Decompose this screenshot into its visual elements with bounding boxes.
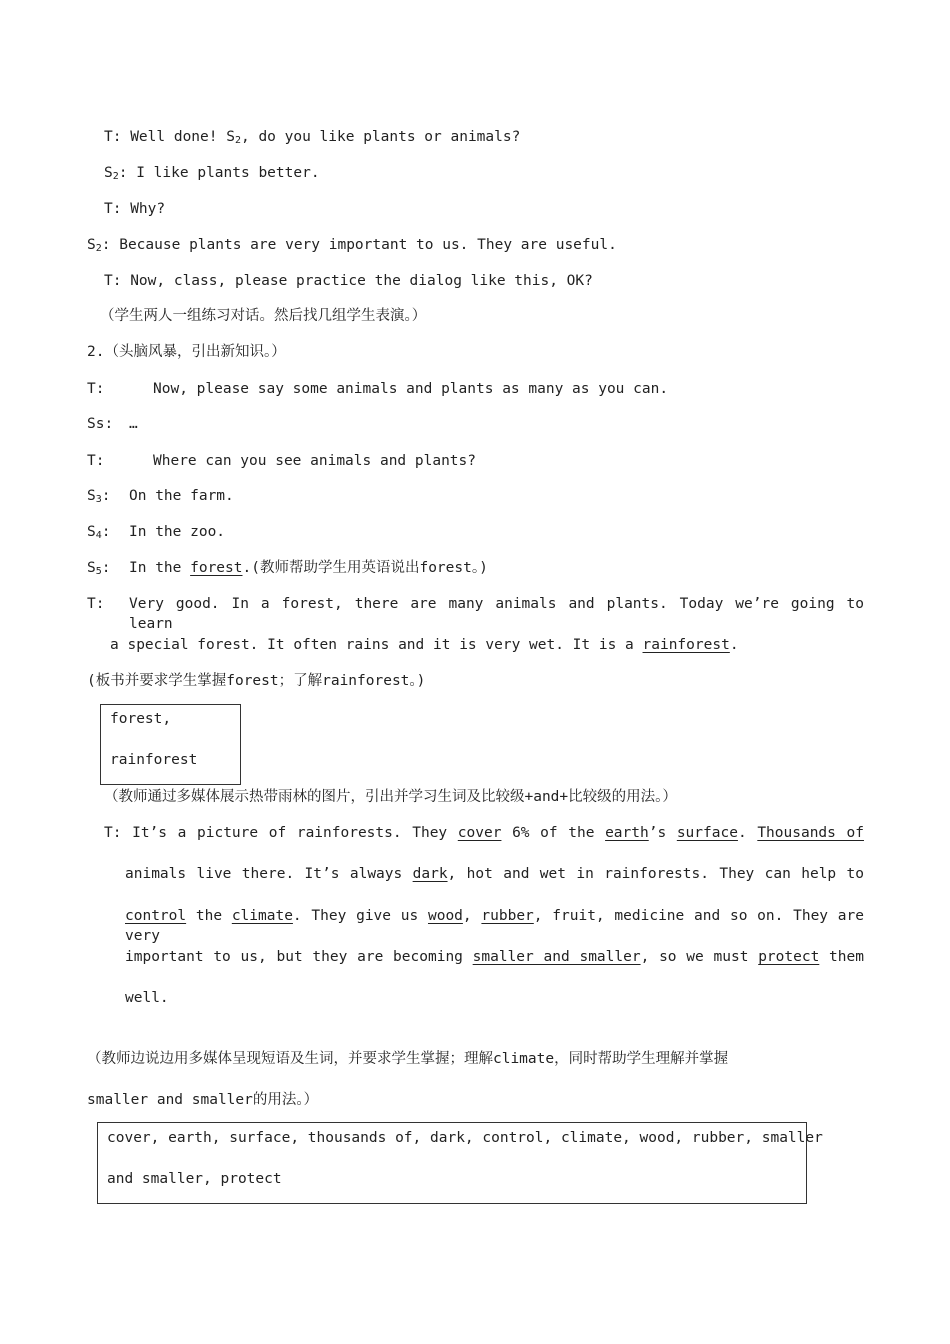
line-text: the [186,908,232,924]
speaker: T [104,129,113,145]
keyword-rainforest: rainforest [642,637,730,653]
para-line-3 [125,906,864,946]
speaker: Ss: [87,416,114,432]
line-text: In the [129,560,191,576]
colon: : [101,488,111,504]
keyword-cover: cover [457,825,502,841]
subscript: 2 [112,171,119,182]
line-text: , fruit, medicine and so on. They are very [125,908,864,944]
line-text: .(教师帮助学生用英语说出forest。) [242,560,488,576]
keyword-protect: protect [758,949,820,965]
dialog-line-student2-2 [87,235,617,255]
box-word-forest: forest, [110,711,172,727]
line-text: , do you like plants or animals? [240,129,521,145]
line-text: them [819,949,864,965]
keyword-dark: dark [412,866,448,882]
speaker: S [87,524,96,540]
speaker: S [87,488,96,504]
line-text: 6% of the [501,825,606,841]
subscript: 3 [95,494,102,505]
line-text: important to us, but they are becoming [125,949,473,965]
para-line-2 [125,864,864,884]
line-text: : I like plants better. [118,165,320,181]
line-text: , so we must [640,949,759,965]
subscript: 2 [95,243,102,254]
line-text: : Well done! S [112,129,235,145]
dialog-line-teacher-4 [87,379,668,399]
keyword-surface: surface [676,825,738,841]
colon: : [101,524,111,540]
speaker: T: [87,453,105,469]
keyword-control: control [125,908,187,924]
line-text: ’s [648,825,677,841]
line-text: In the zoo. [129,524,226,540]
teacher-note: （学生两人一组练习对话。然后找几组学生表演。） [100,308,427,324]
line-text: animals live there. It’s always [125,866,413,882]
dialog-line-student3 [87,486,234,506]
vocabulary-box [97,1122,823,1204]
line-text: . They give us [292,908,428,924]
section-heading: 2.（头脑风暴，引出新知识。） [87,344,286,360]
vocabulary-line-1: cover, earth, surface, thousands of, dark, control, climate, wood, rubber, smaller [107,1130,823,1146]
speaker: S [87,560,96,576]
teacher-note-3b: smaller and smaller的用法。） [87,1092,319,1108]
box-word-rainforest: rainforest [110,752,198,768]
vocabulary-line-2: and smaller, protect [107,1171,282,1187]
speaker: S [87,237,96,253]
dialog-line-students [87,414,138,434]
line-text: On the farm. [129,488,234,504]
keyword-forest: forest [190,560,243,576]
dialog-line-teacher-6: Very good. In a forest, there are many animals and plants. Today we’re going to learn [129,596,864,632]
teacher-note-3: （教师边说边用多媒体呈现短语及生词，并要求学生掌握；理解climate，同时帮助学生理解并掌握 [87,1051,729,1067]
speaker: T: [87,381,105,397]
line-text: … [129,416,138,432]
keyword-thousands-of: Thousands of [757,825,864,841]
para-line-1 [104,823,864,843]
line-text: , [462,908,482,924]
keyword-wood: wood [427,908,463,924]
dialog-line-teacher-3: T: Now, class, please practice the dialog like this, OK? [104,273,593,289]
line-text: Where can you see animals and plants? [153,453,477,469]
para-line-5: well. [125,990,169,1006]
keyword-earth: earth [605,825,649,841]
line-text: : Because plants are very important to us. They are useful. [101,237,617,253]
line-text: . [729,637,739,653]
keyword-climate: climate [231,908,293,924]
dialog-line-student2-1 [104,163,320,183]
line-text: T: It’s a picture of rainforests. They [104,825,458,841]
dialog-line-student4 [87,522,225,542]
line-text: . [737,825,758,841]
teacher-note-2: （教师通过多媒体展示热带雨林的图片，引出并学习生词及比较级+and+比较级的用法。） [104,789,677,805]
dialog-line-teacher-6b [110,635,739,655]
dialog-line-teacher-1 [104,127,520,147]
keyword-smaller-and-smaller: smaller and smaller [472,949,641,965]
line-text: , hot and wet in rainforests. They can help to [447,866,864,882]
line-text: Now, please say some animals and plants as many as you can. [153,381,669,397]
keyword-rubber: rubber [481,908,534,924]
line-text: a special forest. It often rains and it is very wet. It is a [110,637,643,653]
colon: : [101,560,111,576]
speaker-teacher-6: T: [87,596,105,612]
dialog-line-teacher-5 [87,451,476,471]
speaker: S [104,165,113,181]
para-line-4 [125,947,864,967]
blackboard-note: (板书并要求学生掌握forest；了解rainforest。) [87,673,426,689]
dialog-line-student5 [87,558,488,578]
blackboard-box-1 [100,704,241,785]
subscript: 4 [95,530,102,541]
subscript: 2 [234,135,241,146]
dialog-line-teacher-2: T: Why? [104,201,166,217]
subscript: 5 [95,566,102,577]
